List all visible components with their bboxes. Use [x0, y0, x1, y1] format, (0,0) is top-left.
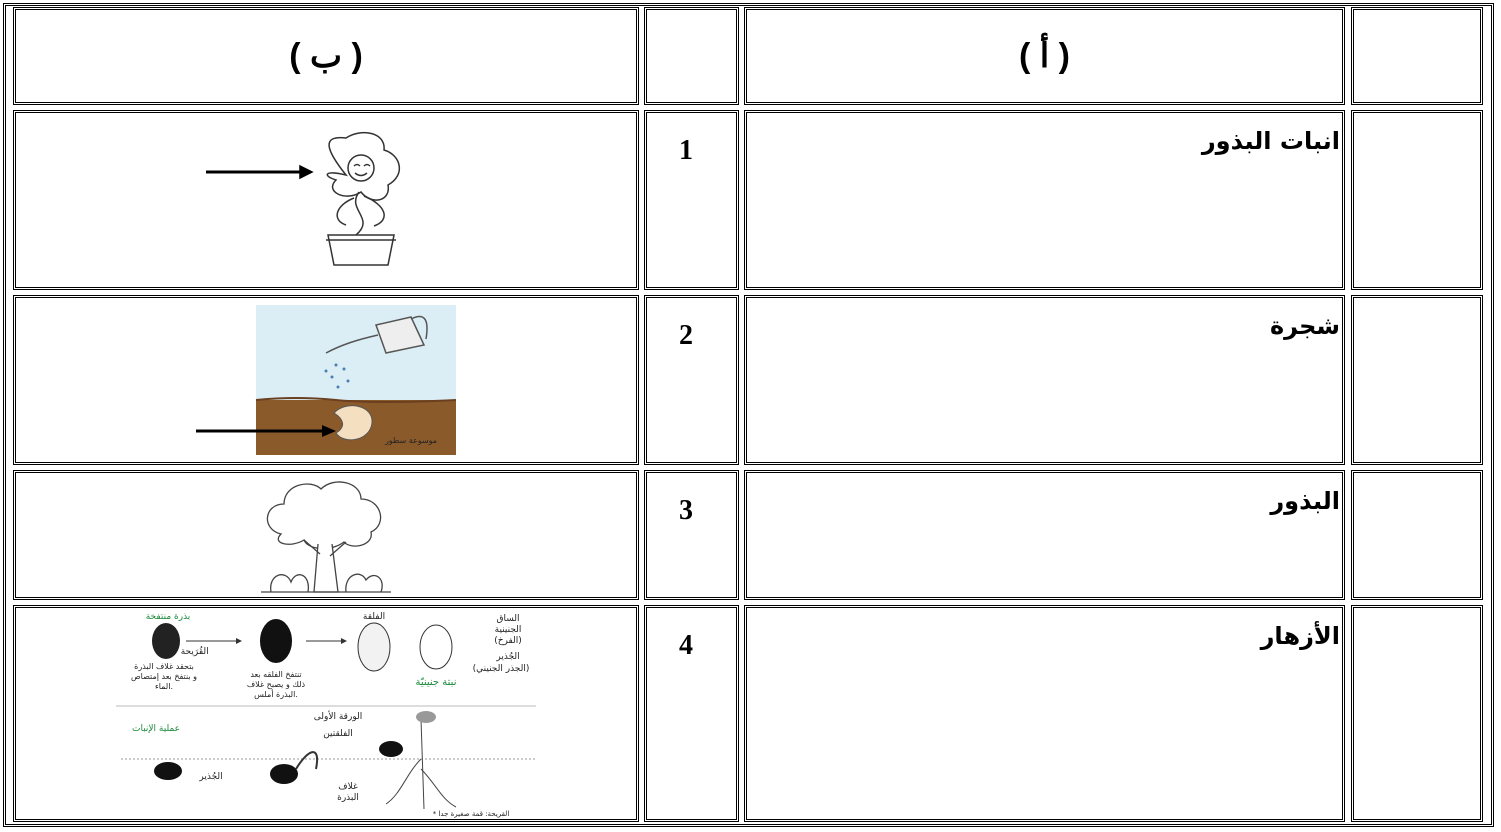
header-column-b [13, 7, 639, 105]
number-cell-1 [644, 110, 739, 290]
picture-cell-3 [13, 470, 639, 600]
flower-pot-icon [196, 130, 456, 270]
label-first-leaf: الورقة الأولى [313, 711, 363, 722]
caption-2b: ذلك و يصبح غلاف [246, 679, 306, 689]
header-b-label: ( ب ) [289, 37, 363, 75]
term-cell-2 [744, 295, 1345, 465]
caption-1: بتحقد غلاف البذرة [134, 661, 194, 671]
label-two-cotyledons: الفلقتين [323, 728, 353, 739]
row-number: 2 [679, 320, 693, 351]
picture-cell-1 [13, 110, 639, 290]
picture-cell-4 [13, 605, 639, 822]
label-stem-3: (الفرخ) [494, 635, 522, 646]
watering-seed-icon [196, 305, 456, 455]
label-embryo: نبتة جنينيّة [415, 676, 457, 688]
answer-cell-2[interactable] [1351, 295, 1483, 465]
watermark-text: موسوعة سطور [384, 436, 438, 445]
caption-1b: و بنتفخ بعد إمتصاص [130, 671, 198, 681]
label-root-2: (الجذر الجنيني) [472, 663, 530, 674]
term-cell-1 [744, 110, 1345, 290]
footnote-text: * القريحة: قمة صغيرة جدا [432, 809, 510, 818]
answer-cell-4[interactable] [1351, 605, 1483, 822]
header-blank-cell [1351, 7, 1483, 105]
answer-cell-1[interactable] [1351, 110, 1483, 290]
term-cell-4 [744, 605, 1345, 822]
label-coat-2: البذرة [337, 792, 359, 803]
label-cotyledon: الفلقة [362, 611, 386, 622]
label-radicle: الجُذير [199, 771, 223, 782]
header-number-cell [644, 7, 739, 105]
row-number: 1 [679, 135, 693, 166]
label-stem-2: الجنينية [494, 624, 522, 635]
term-label: الأزهار [1260, 622, 1340, 650]
caption-1c: الماء. [154, 681, 174, 691]
label-plumule: * القُرَيحة [173, 646, 209, 657]
label-root: الجُذير [496, 651, 520, 662]
number-cell-2 [644, 295, 739, 465]
germination-diagram-icon [116, 609, 536, 819]
term-label: انبات البذور [1201, 127, 1340, 155]
term-cell-3 [744, 470, 1345, 600]
label-stem: الساق [496, 613, 520, 624]
caption-2c: البذرة أملس. [254, 689, 298, 699]
label-swollen-seed: بذرة منتفخة [145, 611, 191, 622]
label-process: عملية الإنبات [131, 723, 181, 734]
caption-2: تنتفخ الفلقه بعد [250, 669, 302, 679]
term-label: شجرة [1270, 312, 1340, 340]
term-label: البذور [1270, 487, 1340, 515]
tree-icon [256, 474, 396, 596]
picture-cell-2 [13, 295, 639, 465]
row-number: 4 [679, 630, 693, 661]
label-coat: غلاف [338, 781, 358, 792]
number-cell-3 [644, 470, 739, 600]
row-number: 3 [679, 495, 693, 526]
header-column-a [744, 7, 1345, 105]
number-cell-4 [644, 605, 739, 822]
answer-cell-3[interactable] [1351, 470, 1483, 600]
header-a-label: ( أ ) [1018, 37, 1070, 75]
